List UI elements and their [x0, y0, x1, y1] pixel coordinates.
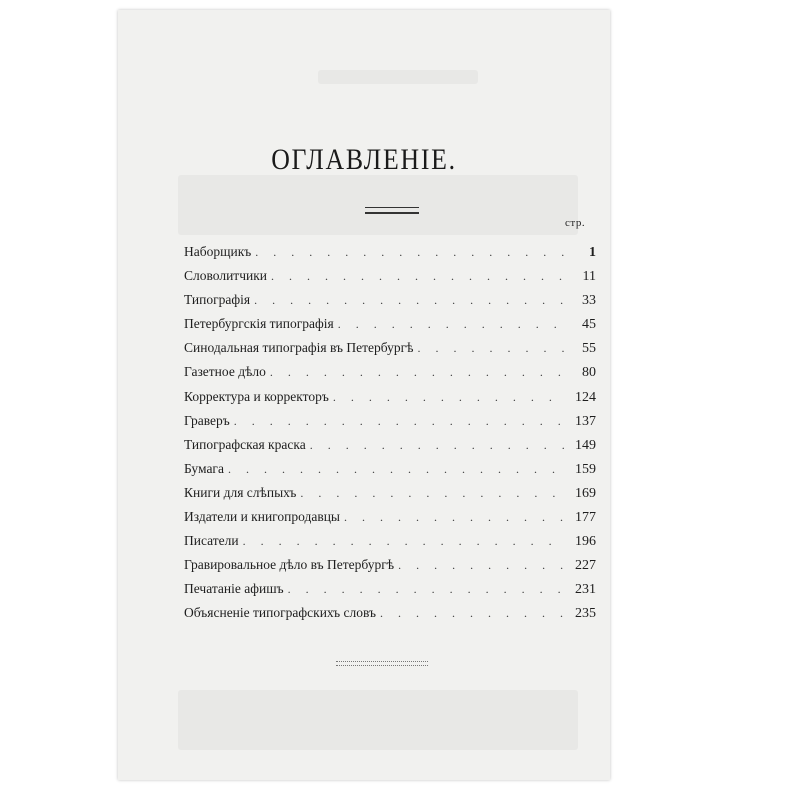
dot-leader	[380, 606, 564, 621]
dot-leader	[417, 341, 564, 356]
dot-leader	[270, 365, 564, 380]
toc-entry-title: Петербургскія типографія	[184, 316, 334, 332]
toc-entry	[184, 581, 596, 605]
toc-entry-title: Типографская краска	[184, 436, 306, 452]
toc-entry-page: 55	[582, 341, 596, 357]
toc-entry-title: Объясненіе типографскихъ словъ	[184, 605, 377, 621]
toc-entry-page: 169	[575, 485, 596, 501]
toc-entry-page: 235	[575, 606, 596, 622]
toc-entry-page: 227	[575, 558, 596, 574]
toc-entry-title: Синодальная типографія въ Петербургѣ	[184, 340, 414, 356]
toc-entry	[184, 292, 596, 316]
toc-entry-title: Печатаніе афишъ	[184, 581, 284, 597]
dot-leader	[271, 269, 564, 284]
toc-entry	[184, 316, 596, 340]
toc-entry-title: Словолитчики	[184, 268, 268, 284]
toc-entry	[184, 389, 596, 413]
dot-leader	[228, 462, 564, 477]
toc-entry-title: Корректура и корректоръ	[184, 388, 329, 404]
dot-leader	[310, 438, 564, 453]
toc-entry-page: 124	[575, 389, 596, 405]
toc-entry	[184, 340, 596, 364]
bottom-ornament-rule	[336, 661, 428, 666]
toc-entry-page: 1	[589, 245, 596, 260]
toc-entry	[184, 533, 596, 557]
toc-entry	[184, 461, 596, 485]
toc-entry-page: 137	[575, 413, 596, 429]
dot-leader	[255, 245, 564, 260]
dot-leader	[398, 558, 564, 573]
page-title: ОГЛАВЛЕНІЕ.	[271, 143, 457, 176]
toc-entry-title: Наборщикъ	[184, 244, 252, 259]
toc-entry-title: Типографія	[184, 292, 251, 308]
table-of-contents	[184, 244, 596, 630]
dot-leader	[234, 414, 564, 429]
toc-entry	[184, 509, 596, 533]
toc-entry-title: Бумага	[184, 460, 224, 476]
dot-leader	[344, 510, 564, 525]
show-through-top	[318, 70, 478, 84]
dot-leader	[243, 534, 564, 549]
toc-entry	[184, 437, 596, 461]
toc-entry-page: 177	[575, 510, 596, 526]
toc-entry-page: 159	[575, 461, 596, 477]
toc-entry-page: 80	[582, 365, 596, 381]
toc-entry	[184, 605, 596, 629]
show-through-upper	[178, 175, 578, 235]
toc-entry-title: Издатели и книгопродавцы	[184, 509, 341, 525]
toc-entry	[184, 244, 596, 268]
toc-entry	[184, 557, 596, 581]
toc-entry-title: Гравировальное дѣло въ Петербургѣ	[184, 557, 395, 573]
toc-entry-title: Писатели	[184, 533, 239, 549]
toc-entry	[184, 268, 596, 292]
dot-leader	[338, 317, 564, 332]
dot-leader	[254, 293, 564, 308]
dot-leader	[300, 486, 564, 501]
toc-entry-page: 11	[582, 269, 596, 285]
title-ornament-rule	[365, 207, 419, 214]
toc-entry-page: 45	[582, 317, 596, 333]
dot-leader	[333, 390, 564, 405]
toc-entry-page: 149	[575, 437, 596, 453]
toc-entry-page: 33	[582, 293, 596, 309]
book-page	[118, 10, 610, 780]
page-column-label: стр.	[565, 217, 586, 229]
toc-entry-title: Книги для слѣпыхъ	[184, 484, 297, 500]
show-through-lower	[178, 690, 578, 750]
toc-entry	[184, 413, 596, 437]
toc-entry-title: Граверъ	[184, 412, 230, 428]
toc-entry-page: 196	[575, 534, 596, 550]
dot-leader	[288, 582, 564, 597]
toc-entry	[184, 364, 596, 388]
toc-entry	[184, 485, 596, 509]
toc-entry-title: Газетное дѣло	[184, 364, 266, 380]
toc-entry-page: 231	[575, 582, 596, 598]
